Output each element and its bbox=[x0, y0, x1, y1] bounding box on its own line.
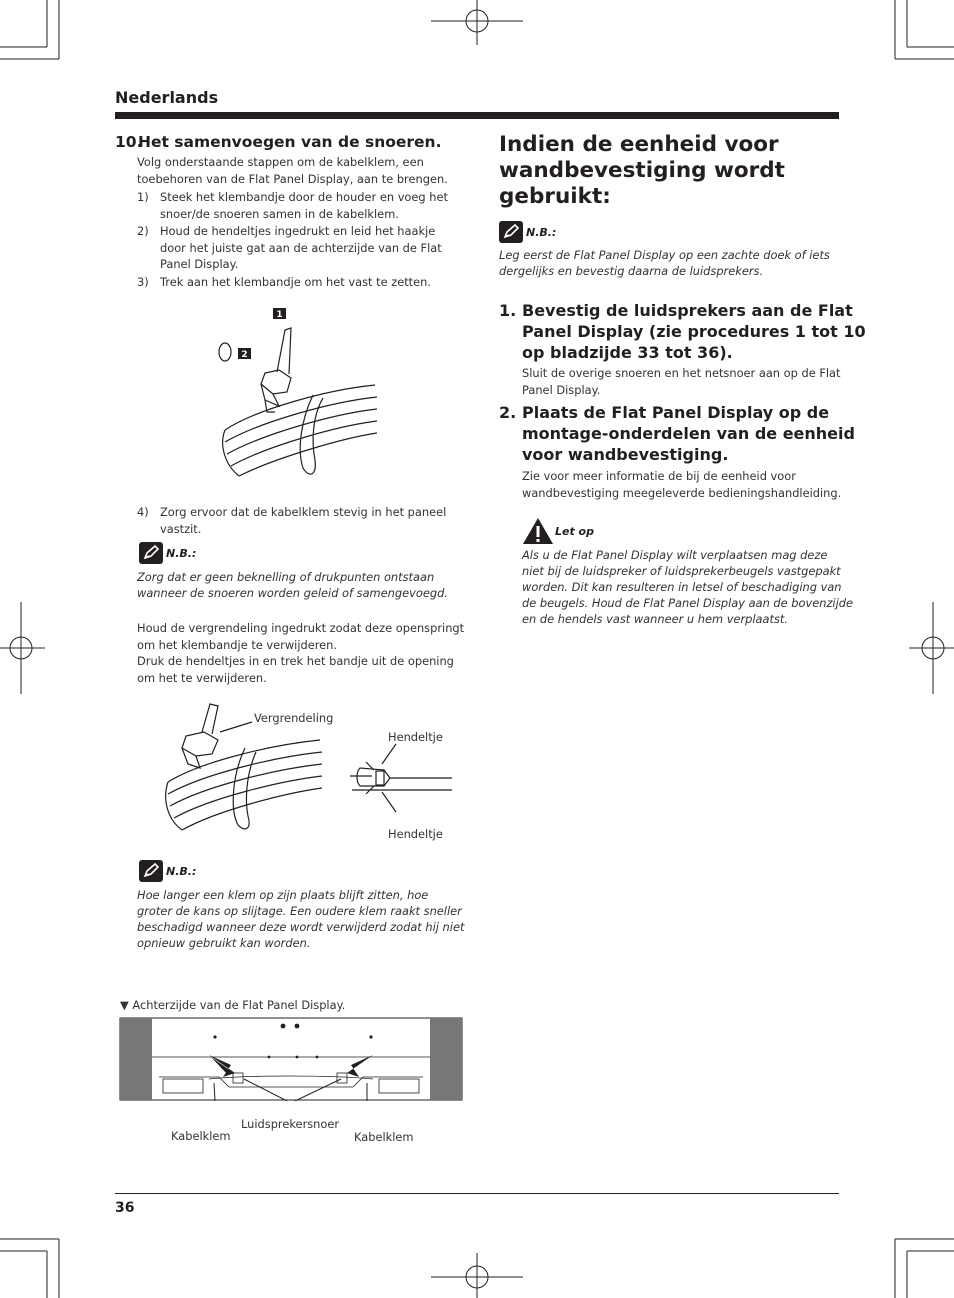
list-item: 2) Houd de hendeltjes ingedrukt en leid het haakje door het juiste gat aan de achterzijde van de Flat Panel Display. bbox=[137, 224, 442, 271]
step-body: Sluit de overige snoeren en het netsnoer aan op de Flat Panel Display. bbox=[522, 366, 841, 397]
panel-rear-figure bbox=[119, 1017, 463, 1101]
footer-rule bbox=[115, 1193, 839, 1194]
lever-top-label: Hendeltje bbox=[388, 730, 443, 744]
list-item: 4) Zorg ervoor dat de kabelklem stevig in het paneel vastzit. bbox=[137, 505, 447, 536]
lever-bottom-label: Hendeltje bbox=[388, 827, 443, 841]
clamp-left-label: Kabelklem bbox=[171, 1129, 231, 1143]
caution-label: Let op bbox=[555, 525, 594, 538]
warning-icon bbox=[522, 517, 554, 545]
page-number: 36 bbox=[115, 1200, 135, 1216]
list-item: 3) Trek aan het klembandje om het vast te zetten. bbox=[137, 275, 431, 289]
section-title: Het samenvoegen van de snoeren. bbox=[138, 133, 442, 151]
page-title: Indien de eenheid voor wandbevestiging wordt gebruikt: bbox=[499, 132, 785, 209]
marker-2: 2 bbox=[241, 350, 248, 360]
figure-caption: ▼ Achterzijde van de Flat Panel Display. bbox=[120, 998, 346, 1012]
pencil-icon bbox=[499, 221, 523, 243]
note-text: Zorg dat er geen beknelling of drukpunten ontstaan wanneer de snoeren worden geleid of samengevoegd. bbox=[137, 570, 448, 600]
pencil-icon bbox=[139, 860, 163, 882]
release-text: Houd de vergrendeling ingedrukt zodat deze openspringt om het klembandje te verwijderen. Druk de hendeltjes in en trek het bandje uit de opening om het te verwijderen. bbox=[137, 621, 465, 685]
cable-clamp-figure bbox=[205, 300, 395, 490]
marker-1: 1 bbox=[276, 310, 283, 320]
note-label: N.B.: bbox=[166, 547, 197, 560]
section-number: 10. bbox=[115, 133, 143, 151]
step-title: Bevestig de luidsprekers aan de Flat Panel Display (zie procedures 1 tot 10 op bladzijde 33 tot 36). bbox=[522, 301, 866, 362]
step-number: 2. bbox=[499, 403, 517, 422]
step-number: 1. bbox=[499, 301, 517, 320]
list-item: 1) Steek het klembandje door de houder en voeg het snoer/de snoeren samen in de kabelklem. bbox=[137, 190, 448, 221]
section-intro: Volg onderstaande stappen om de kabelklem, een toebehoren van de Flat Panel Display, aan te brengen. bbox=[137, 155, 448, 186]
lock-label: Vergrendeling bbox=[254, 711, 334, 725]
note-text: Leg eerst de Flat Panel Display op een zachte doek of iets dergelijks en bevestig daarna de luidsprekers. bbox=[499, 248, 830, 278]
note-label: N.B.: bbox=[166, 865, 197, 878]
note-text: Hoe langer een klem op zijn plaats blijft zitten, hoe groter de kans op slijtage. Een oudere klem raakt sneller beschadigd wanneer deze wordt verwijderd zodat hij niet opnieuw gebruikt kan worden. bbox=[137, 888, 465, 950]
language-label: Nederlands bbox=[115, 88, 219, 107]
step-title: Plaats de Flat Panel Display op de montage-onderdelen van de eenheid voor wandbevestiging. bbox=[522, 403, 855, 464]
step-body: Zie voor meer informatie de bij de eenheid voor wandbevestiging meegeleverde bedieningshandleiding. bbox=[522, 469, 842, 500]
caution-text: Als u de Flat Panel Display wilt verplaatsen mag deze niet bij de luidspreker of luidsprekerbeugels vastgepakt worden. Dit kan resulteren in letsel of beschadiging van de beugels. Houd de Flat Panel Display aan de bovenzijde en de hendels vast wanneer u hem verplaatst. bbox=[522, 548, 853, 626]
clamp-right-label: Kabelklem bbox=[354, 1130, 414, 1144]
note-label: N.B.: bbox=[526, 226, 557, 239]
header-bar bbox=[115, 112, 839, 119]
speaker-cable-label: Luidsprekersnoer bbox=[241, 1117, 340, 1131]
pencil-icon bbox=[139, 542, 163, 564]
